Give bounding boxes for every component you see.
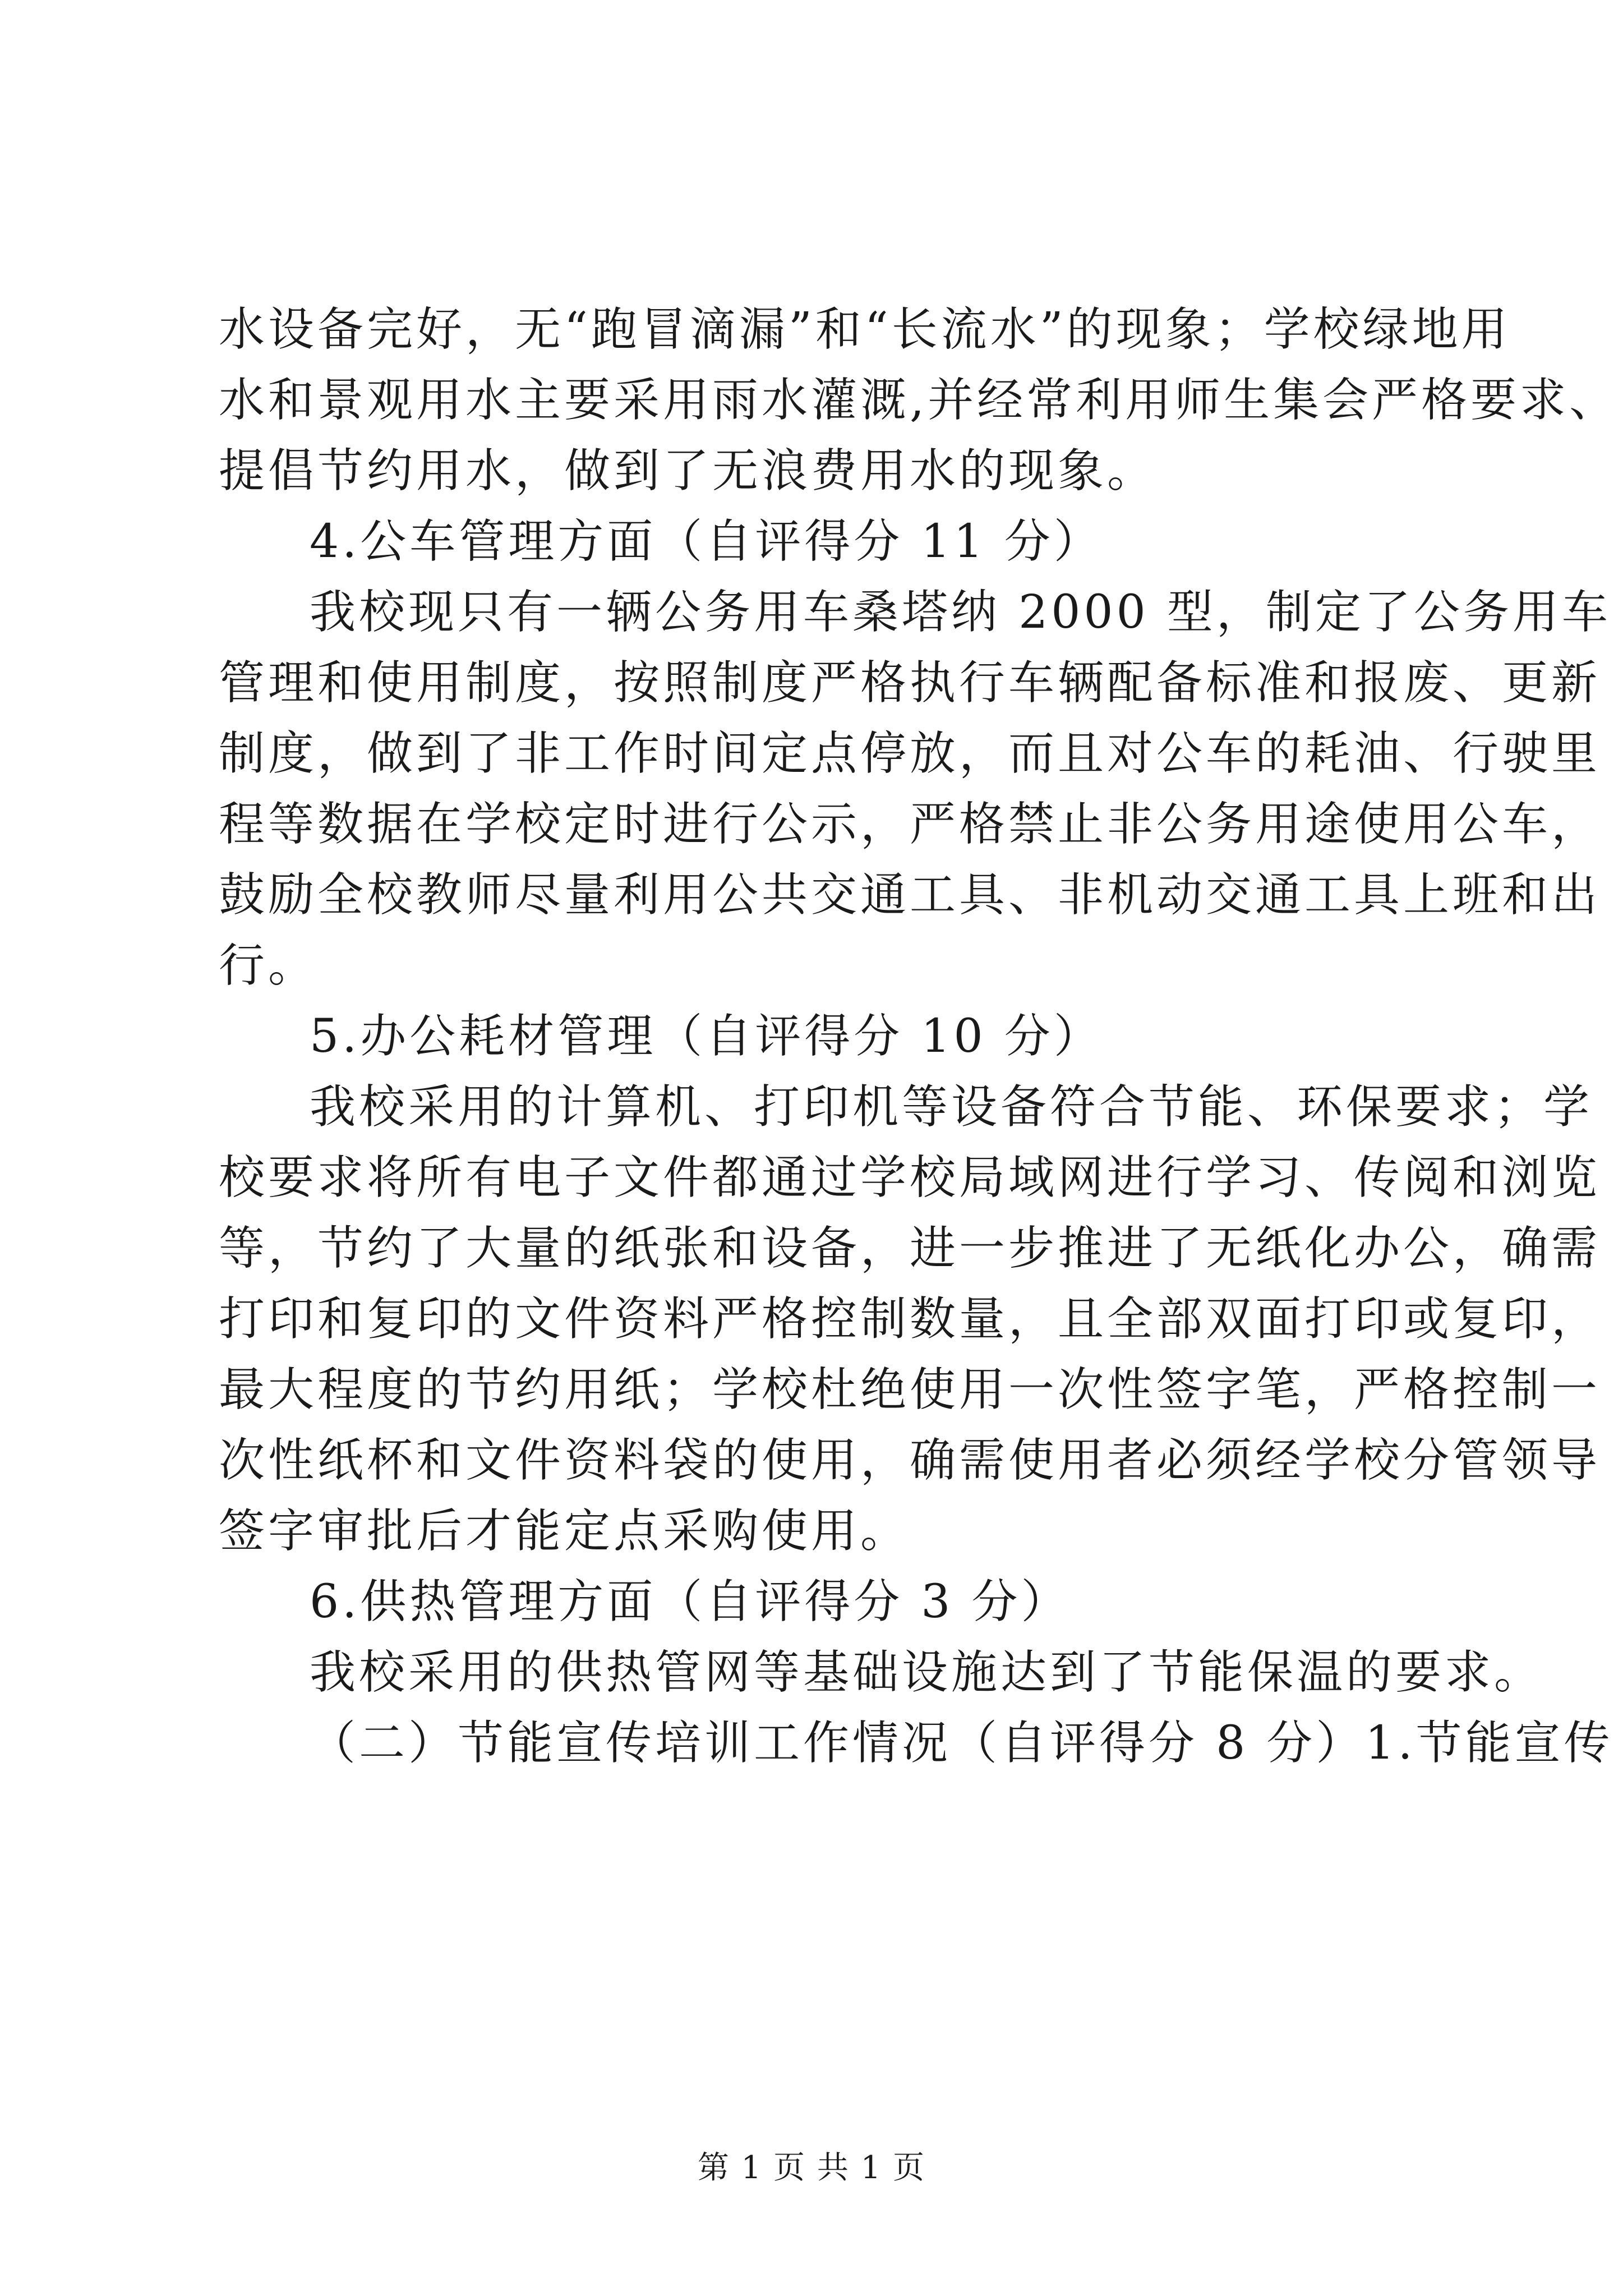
- text-line: 管理和使用制度，按照制度严格执行车辆配备标准和报废、更新: [219, 656, 1601, 710]
- section-heading: 6.供热管理方面（自评得分 3 分）: [310, 1575, 1071, 1628]
- text-line: 我校采用的供热管网等基础设施达到了节能保温的要求。: [310, 1646, 1544, 1699]
- page-footer: [0, 2143, 1623, 2188]
- section-heading: （二）节能宣传培训工作情况（自评得分 8 分）1.节能宣传: [310, 1717, 1613, 1770]
- text-line: 次性纸杯和文件资料袋的使用，确需使用者必须经学校分管领导: [219, 1434, 1601, 1487]
- text-line: 水和景观用水主要采用雨水灌溉,并经常利用师生集会严格要求、: [219, 374, 1619, 427]
- text-line: 程等数据在学校定时进行公示，严格禁止非公务用途使用公车，: [219, 798, 1601, 851]
- text-line: 校要求将所有电子文件都通过学校局域网进行学习、传阅和浏览: [219, 1151, 1601, 1204]
- text-line: 我校采用的计算机、打印机等设备符合节能、环保要求；学: [310, 1080, 1593, 1134]
- section-heading: 4.公车管理方面（自评得分 11 分）: [310, 515, 1103, 568]
- text-line: 等，节约了大量的纸张和设备，进一步推进了无纸化办公，确需: [219, 1222, 1601, 1275]
- text-line: 水设备完好，无“跑冒滴漏”和“长流水”的现象；学校绿地用: [219, 303, 1511, 356]
- text-line: 我校现只有一辆公务用车桑塔纳 2000 型，制定了公务用车: [310, 586, 1611, 639]
- text-line: 提倡节约用水，做到了无浪费用水的现象。: [219, 444, 1157, 498]
- page-number-label: 第 1 页 共 1 页: [697, 2150, 926, 2186]
- text-line: 鼓励全校教师尽量利用公共交通工具、非机动交通工具上班和出: [219, 868, 1601, 922]
- text-line: 最大程度的节约用纸；学校杜绝使用一次性签字笔，严格控制一: [219, 1363, 1601, 1416]
- text-line: 签字审批后才能定点采购使用。: [219, 1504, 910, 1558]
- section-heading: 5.办公耗材管理（自评得分 10 分）: [310, 1010, 1103, 1063]
- text-line: 打印和复印的文件资料严格控制数量，且全部双面打印或复印，: [219, 1292, 1601, 1346]
- text-line: 行。: [219, 939, 318, 992]
- text-line: 制度，做到了非工作时间定点停放，而且对公车的耗油、行驶里: [219, 727, 1601, 780]
- document-body: [219, 295, 1619, 1779]
